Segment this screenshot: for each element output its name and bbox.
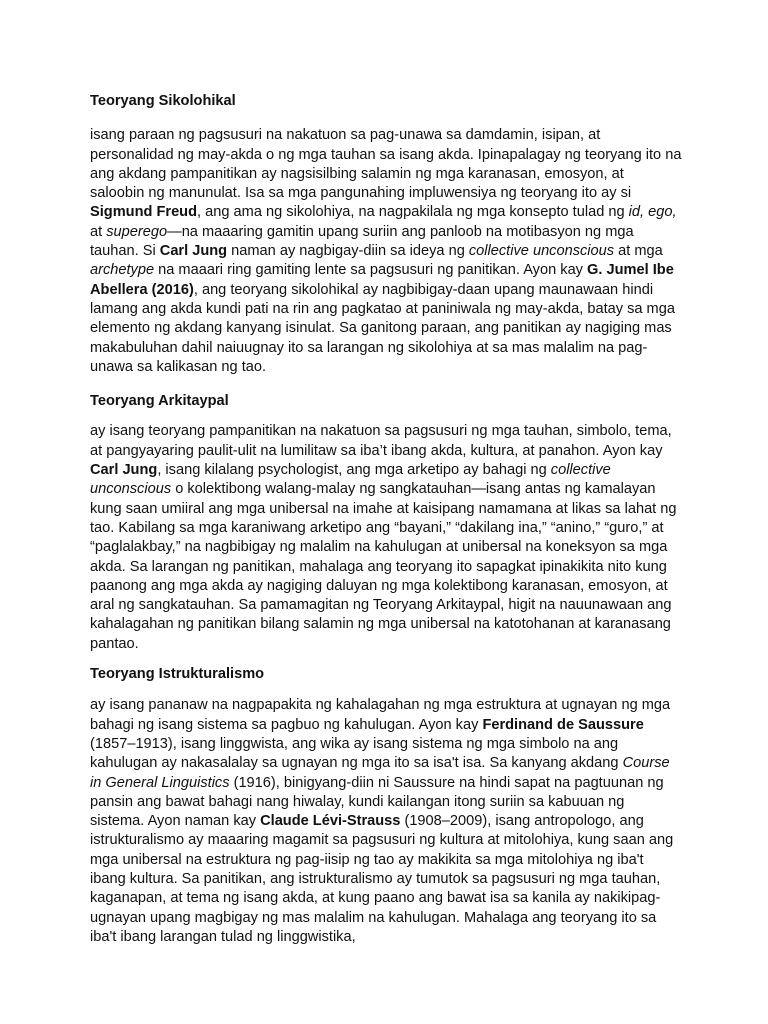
section-heading-sikolohikal: Teoryang Sikolohikal [90, 93, 236, 109]
italic-text: collective unconscious [90, 462, 611, 498]
section-heading-arkitaypal: Teoryang Arkitaypal [90, 393, 229, 410]
section-paragraph-sikolohikal: isang paraan ng pagsusuri na nakatuon sa pag-unawa sa damdamin, isipan, at personalidad ng may-akda o ng mga tauhan sa isang akda. Ipinapalagay ng teoryang ito na ang akdang pampanitikan ay nagsisilbing salamin ng mga karanasan, emosyon, at saloobin ng manunulat. Isa sa mga pangunahing impluwensiya ng teoryang ito ay si Sigmund Freud, ang ama ng sikolohiya, na nagpakilala ng mga konsepto tulad ng id, ego, at superego—na maaaring gamitin upang suriin ang panloob na motibasyon ng mga tauhan. Si Carl Jung naman ay nagbigay-diin sa ideya ng collective unconscious at mga archetype na maaari ring gamiting lente sa pagsusuri ng panitikan. Ayon kay G. Jumel Ibe Abellera (2016), ang teoryang sikolohikal ay nagbibigay-daan upang maunawaan hindi lamang ang akda kundi pati na rin ang pagkatao at paniniwala ng may-akda, batay sa mga elemento ng akdang kanyang isinulat. Sa ganitong paraan, ang panitikan ay nagiging mas makabuluhan dahil naiuugnay ito sa larangan ng sikolohiya at sa mas malalim na pag-unawa sa kalikasan ng tao. [90, 127, 682, 375]
section-paragraph-arkitaypal: ay isang teoryang pampanitikan na nakatuon sa pagsusuri ng mga tauhan, simbolo, tema, at pangyayaring paulit-ulit na lumilitaw sa iba’t ibang akda, kultura, at panahon. Ayon kay Carl Jung, isang kilalang psychologist, ang mga arketipo ay bahagi ng collective unconscious o kolektibong walang-malay ng sangkatauhan—isang antas ng kamalayan kung saan umiiral ang mga unibersal na imahe at kaisipang namamana at likas sa lahat ng tao. Kabilang sa mga karaniwang arketipo ang “bayani,” “dakilang ina,” “anino,” “guro,” at “paglalakbay,” na nagbibigay ng malalim na kahulugan at unibersal na koneksyon sa mga akda. Sa larangan ng panitikan, mahalaga ang teoryang ito sapagkat ipinakikita nito kung paanong ang mga akda ay nagiging daluyan ng mga kolektibong karanasan, emosyon, at aral ng sangkatauhan. Sa pamamagitan ng Teoryang Arkitaypal, higit na nauunawaan ang kahalagahan ng panitikan bilang salamin ng mga unibersal na katotohanan at karanasang pantao. [90, 423, 677, 652]
italic-text: collective unconscious [468, 243, 615, 260]
bold-text: G. Jumel Ibe Abellera (2016) [90, 262, 674, 298]
italic-text: id, ego, [628, 204, 677, 221]
italic-text: archetype [90, 262, 155, 279]
italic-text: superego [106, 223, 168, 240]
bold-text: Claude Lévi-Strauss [260, 813, 401, 830]
section-heading-istrukturalismo: Teoryang Istrukturalismo [90, 666, 265, 683]
section-paragraph-istrukturalismo: ay isang pananaw na nagpapakita ng kahalagahan ng mga estruktura at ugnayan ng mga bahagi ng isang sistema sa pagbuo ng kahulugan. Ayon kay Ferdinand de Saussure (1857–1913), isang linggwista, ang wika ay isang sistema ng mga simbolo na ang kahulugan ay nakasalalay sa ugnayan ng mga ito sa isa't isa. Sa kanyang akdang Course in General Linguistics (1916), binigyang-diin ni Saussure na hindi sapat na pagtuunan ng pansin ang bawat bahagi nang hiwalay, kundi kailangan itong suriin sa kabuuan ng sistema. Ayon naman kay Claude Lévi-Strauss (1908–2009), isang antropologo, ang istrukturalismo ay maaaring magamit sa pagsusuri ng kultura at mitolohiya, kung saan ang mga unibersal na estruktura ng pag-iisip ng tao ay makikita sa mga mitolohiya ng iba't ibang kultura. Sa panitikan, ang istrukturalismo ay tumutok sa pagsusuri ng mga tauhan, kaganapan, at tema ng isang akda, at kung paano ang bawat isa sa kanila ay nakikipag-ugnayan upang magbigay ng mas malalim na kahulugan. Mahalaga ang teoryang ito sa iba't ibang larangan tulad ng linggwistika, [90, 697, 674, 945]
bold-text: Carl Jung [90, 462, 158, 479]
bold-text: Ferdinand de Saussure [482, 716, 644, 733]
italic-text: Course in General Linguistics [90, 755, 670, 791]
bold-text: Sigmund Freud [90, 204, 198, 221]
document-page [90, 92, 682, 947]
bold-text: Carl Jung [159, 243, 228, 260]
